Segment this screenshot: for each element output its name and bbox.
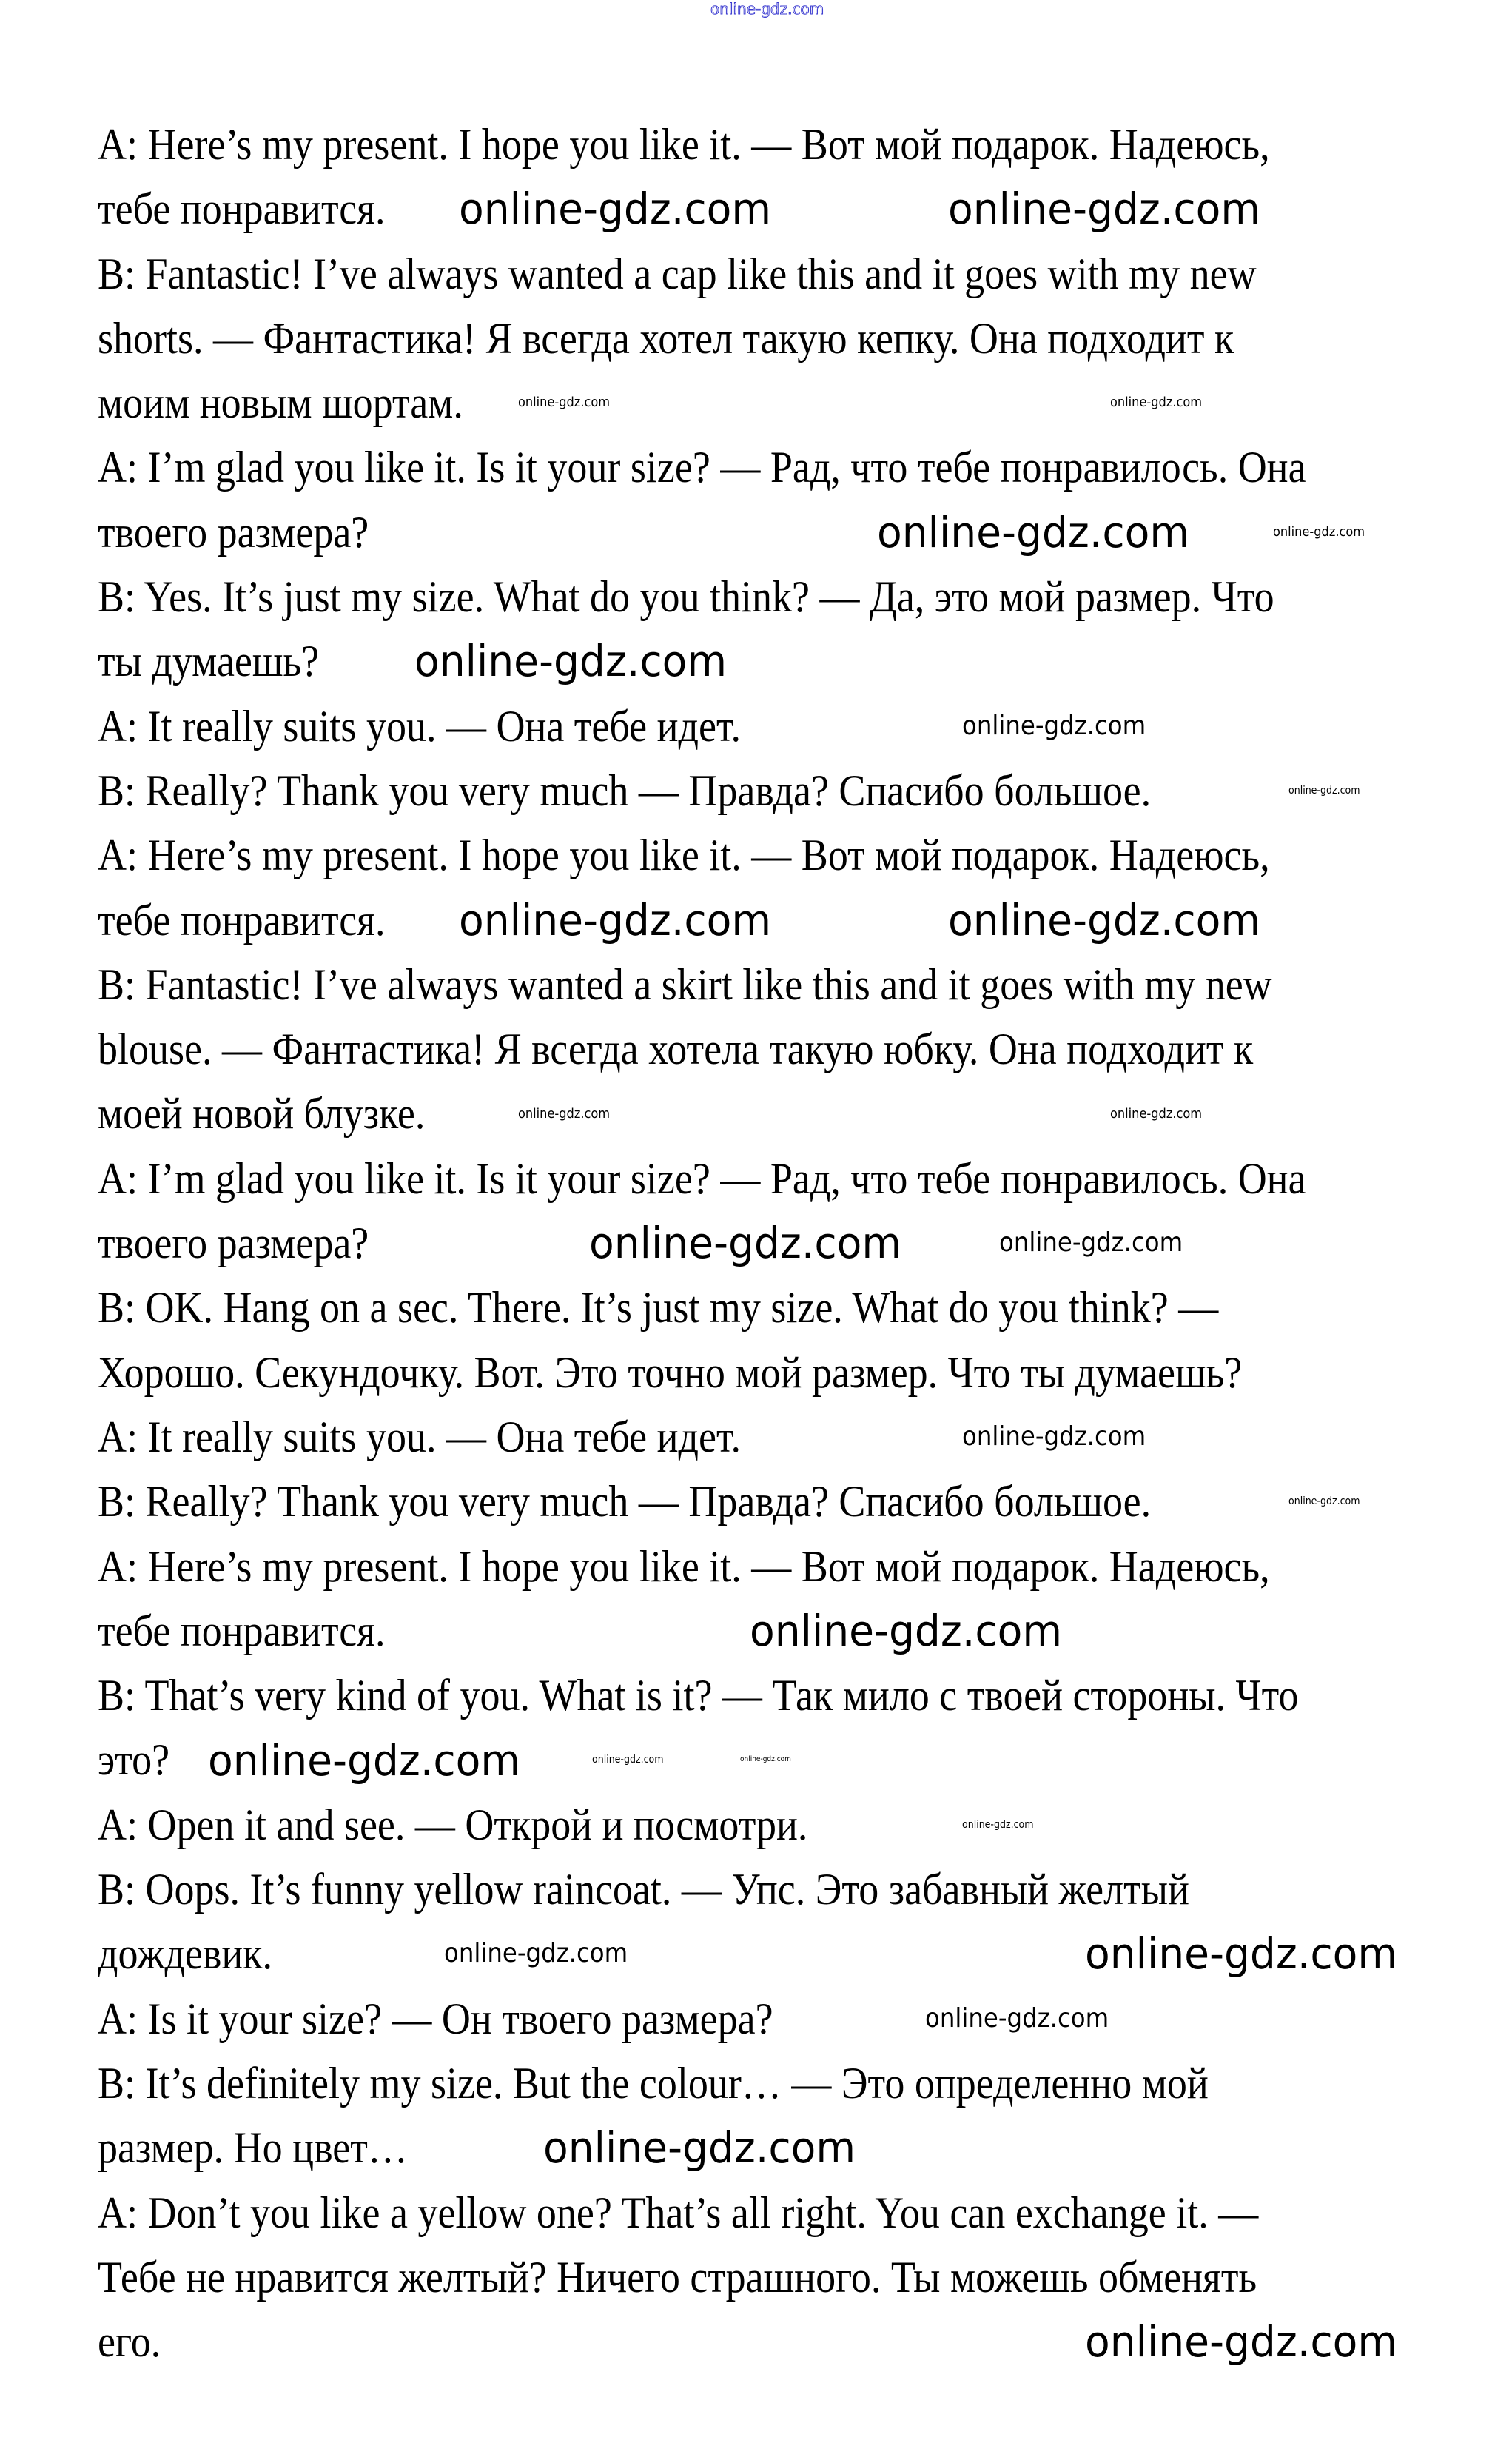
text-line: B: That’s very kind of you. What is it? — Так мило с твоей стороны. Что	[98, 1671, 1299, 1720]
watermark: online-gdz.com	[414, 636, 728, 686]
watermark: online-gdz.com	[592, 1754, 664, 1766]
watermark-top: online-gdz.com	[710, 0, 824, 18]
watermark: online-gdz.com	[518, 1106, 611, 1122]
watermark: online-gdz.com	[740, 1755, 791, 1763]
watermark: online-gdz.com	[999, 1227, 1183, 1258]
text-line: B: Oops. It’s funny yellow raincoat. — Упс. Это забавный желтый	[98, 1865, 1189, 1914]
watermark: online-gdz.com	[518, 395, 611, 410]
watermark: online-gdz.com	[589, 1218, 902, 1268]
text-line: тебе понравится.	[98, 184, 386, 234]
text-line: B: OK. Hang on a sec. There. It’s just my size. What do you think? —	[98, 1283, 1219, 1333]
text-line: A: Here’s my present. I hope you like it. — Вот мой подарок. Надеюсь,	[98, 1541, 1270, 1591]
text-line: A: Is it your size? — Он твоего размера?	[98, 1994, 773, 2043]
text-line: тебе понравится.	[98, 895, 386, 945]
watermark: online-gdz.com	[1288, 1495, 1360, 1507]
text-line: размер. Но цвет…	[98, 2123, 408, 2173]
watermark: online-gdz.com	[543, 2122, 856, 2173]
text-line: blouse. — Фантастика! Я всегда хотела такую юбку. Она подходит к	[98, 1025, 1254, 1074]
watermark: online-gdz.com	[925, 2003, 1109, 2034]
text-line: B: It’s definitely my size. But the colour… — Это определенно мой	[98, 2058, 1209, 2108]
text-line: ты думаешь?	[98, 637, 320, 686]
watermark: online-gdz.com	[1110, 1106, 1203, 1122]
text-line: дождевик.	[98, 1929, 273, 1979]
text-line: твоего размера?	[98, 1219, 369, 1268]
text-line: A: I’m glad you like it. Is it your size? — Рад, что тебе понравилось. Она	[98, 443, 1306, 492]
text-line: моим новым шортам.	[98, 378, 463, 428]
text-line: B: Yes. It’s just my size. What do you think? — Да, это мой размер. Что	[98, 572, 1274, 622]
watermark: online-gdz.com	[1110, 395, 1203, 410]
watermark: online-gdz.com	[444, 1938, 628, 1968]
text-line: его.	[98, 2317, 161, 2367]
watermark: online-gdz.com	[1273, 524, 1365, 540]
text-line: Хорошо. Секундочку. Вот. Это точно мой размер. Что ты думаешь?	[98, 1347, 1243, 1397]
watermark: online-gdz.com	[1288, 785, 1360, 797]
text-line: B: Fantastic! I’ve always wanted a skirt like this and it goes with my new	[98, 959, 1272, 1009]
watermark: online-gdz.com	[750, 1606, 1063, 1656]
text-line: A: Here’s my present. I hope you like it. — Вот мой подарок. Надеюсь,	[98, 120, 1270, 169]
text-line: твоего размера?	[98, 507, 369, 557]
text-line: B: Fantastic! I’ve always wanted a cap like this and it goes with my new	[98, 249, 1257, 298]
text-line: B: Really? Thank you very much — Правда? Спасибо большое.	[98, 765, 1152, 815]
text-line: Тебе не нравится желтый? Ничего страшного. Ты можешь обменять	[98, 2252, 1257, 2302]
text-line: тебе понравится.	[98, 1606, 386, 1655]
text-line: shorts. — Фантастика! Я всегда хотел такую кепку. Она подходит к	[98, 313, 1234, 363]
watermark: online-gdz.com	[459, 184, 772, 234]
watermark: online-gdz.com	[962, 1421, 1146, 1452]
text-line: A: Don’t you like a yellow one? That’s all right. You can exchange it. —	[98, 2188, 1259, 2237]
watermark: online-gdz.com	[962, 711, 1146, 741]
text-line: это?	[98, 1735, 170, 1785]
watermark: online-gdz.com	[1085, 2316, 1398, 2367]
watermark: online-gdz.com	[459, 895, 772, 945]
watermark: online-gdz.com	[877, 507, 1190, 557]
watermark: online-gdz.com	[208, 1735, 521, 1786]
text-line: A: I’m glad you like it. Is it your size? — Рад, что тебе понравилось. Она	[98, 1153, 1306, 1203]
watermark: online-gdz.com	[1085, 1928, 1398, 1979]
text-line: A: It really suits you. — Она тебе идет.	[98, 701, 741, 751]
text-line: A: Open it and see. — Открой и посмотри.	[98, 1800, 808, 1849]
text-line: B: Really? Thank you very much — Правда? Спасибо большое.	[98, 1477, 1152, 1526]
text-line: A: It really suits you. — Она тебе идет.	[98, 1412, 741, 1461]
text-line: A: Here’s my present. I hope you like it. — Вот мой подарок. Надеюсь,	[98, 831, 1270, 880]
text-line: моей новой блузке.	[98, 1089, 426, 1139]
watermark: online-gdz.com	[948, 184, 1261, 234]
watermark: online-gdz.com	[948, 895, 1261, 945]
watermark: online-gdz.com	[962, 1819, 1034, 1831]
